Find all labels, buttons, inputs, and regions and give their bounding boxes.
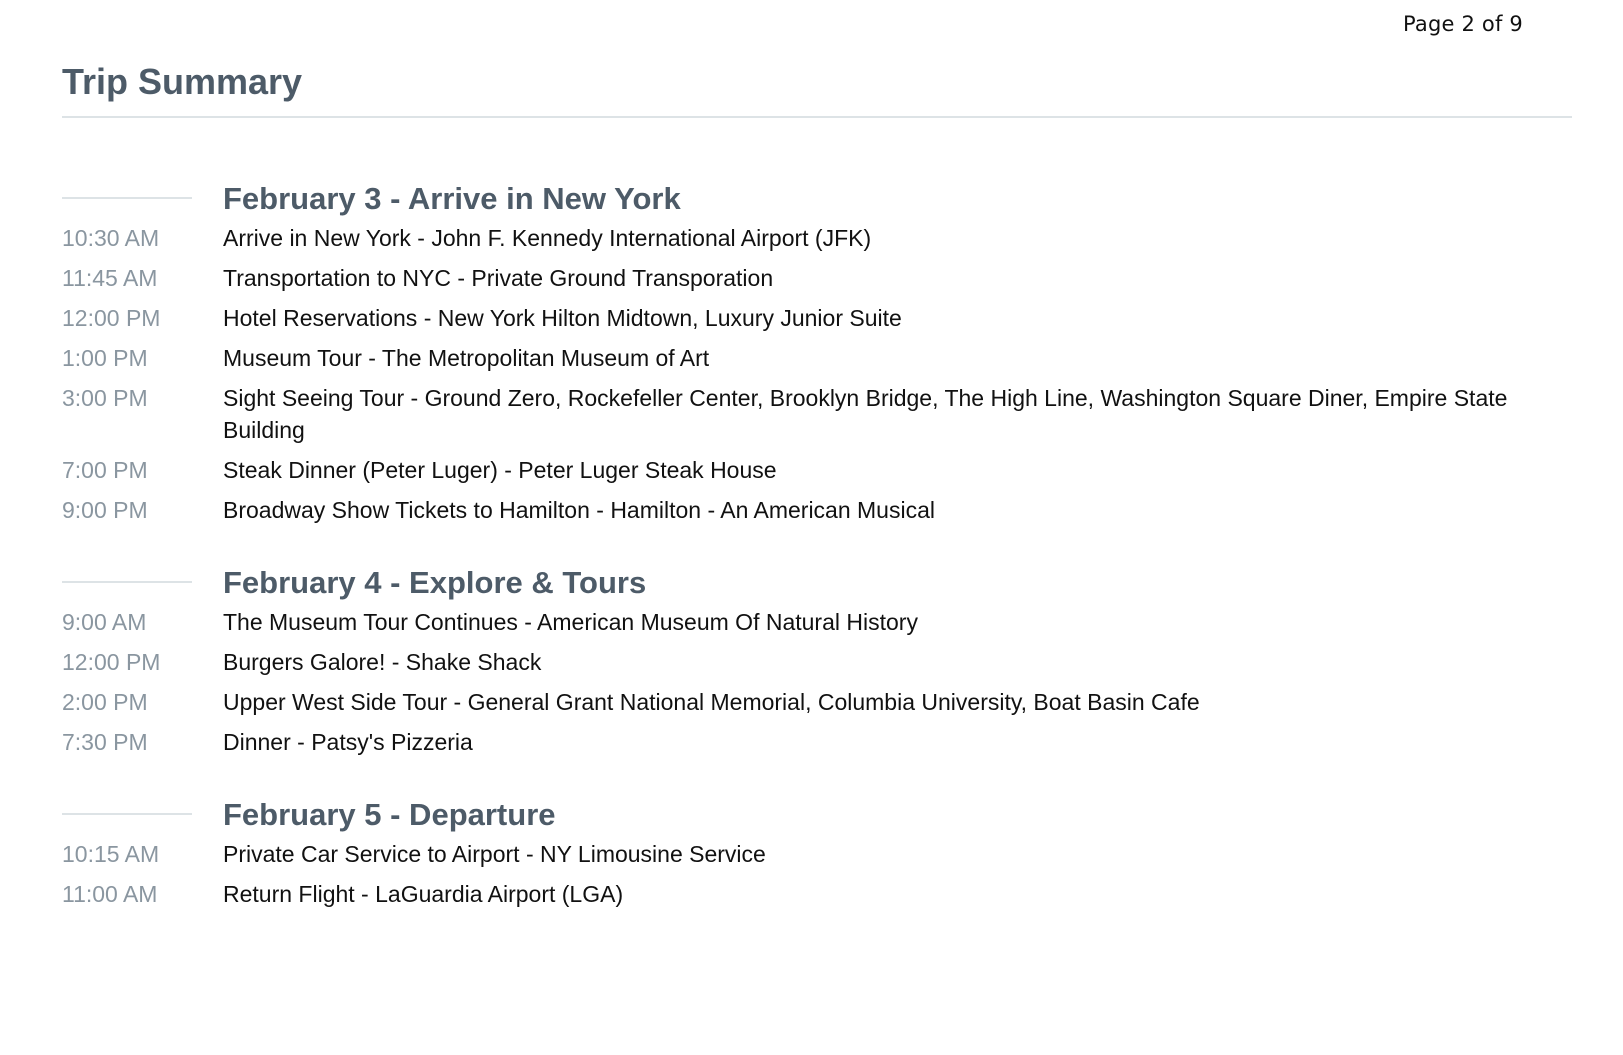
day-title: February 3 - Arrive in New York [223, 181, 681, 216]
day-title: February 4 - Explore & Tours [223, 565, 647, 600]
itinerary-event [62, 646, 1572, 678]
day-section [62, 180, 1572, 526]
event-description: Return Flight - LaGuardia Airport (LGA) [223, 881, 624, 907]
itinerary-event [62, 222, 1572, 254]
event-time: 7:00 PM [62, 457, 148, 483]
day-divider [62, 581, 192, 583]
itinerary-event [62, 382, 1572, 446]
itinerary-event [62, 494, 1572, 526]
day-header [62, 796, 1572, 836]
itinerary-event [62, 606, 1572, 638]
itinerary-event [62, 838, 1572, 870]
page-number: Page 2 of 9 [1402, 12, 1523, 36]
event-time: 7:30 PM [62, 729, 148, 755]
event-time: 1:00 PM [62, 345, 148, 371]
day-section [62, 796, 1572, 910]
event-description: Hotel Reservations - New York Hilton Midtown, Luxury Junior Suite [223, 305, 902, 331]
day-divider [62, 197, 192, 199]
event-time: 3:00 PM [62, 385, 148, 411]
day-header [62, 564, 1572, 604]
event-time: 11:00 AM [62, 881, 158, 907]
event-description: Museum Tour - The Metropolitan Museum of Art [223, 345, 710, 371]
page-title: Trip Summary [62, 61, 303, 102]
event-time: 10:15 AM [62, 841, 160, 867]
event-time: 11:45 AM [62, 265, 158, 291]
itinerary-event [62, 302, 1572, 334]
event-time: 9:00 PM [62, 497, 148, 523]
event-time: 12:00 PM [62, 305, 161, 331]
event-time: 12:00 PM [62, 649, 161, 675]
title-divider [62, 116, 1572, 118]
day-divider [62, 813, 192, 815]
day-section [62, 564, 1572, 758]
event-time: 2:00 PM [62, 689, 148, 715]
event-description: Dinner - Patsy's Pizzeria [223, 729, 473, 755]
event-description: Steak Dinner (Peter Luger) - Peter Luger Steak House [223, 457, 777, 483]
itinerary-event [62, 686, 1572, 718]
event-description: Transportation to NYC - Private Ground Transporation [223, 265, 774, 291]
day-header [62, 180, 1572, 220]
itinerary-event [62, 262, 1572, 294]
event-description: Arrive in New York - John F. Kennedy International Airport (JFK) [223, 225, 872, 251]
day-title: February 5 - Departure [223, 797, 556, 832]
event-time: 9:00 AM [62, 609, 147, 635]
event-description: Upper West Side Tour - General Grant National Memorial, Columbia University, Boat Basin Cafe [223, 689, 1200, 715]
itinerary-event [62, 878, 1572, 910]
event-description: Burgers Galore! - Shake Shack [223, 649, 542, 675]
event-description: Private Car Service to Airport - NY Limousine Service [223, 841, 766, 867]
itinerary-days [62, 180, 1572, 948]
itinerary-event [62, 726, 1572, 758]
event-description: Sight Seeing Tour - Ground Zero, Rockefeller Center, Brooklyn Bridge, The High Line, Washington Square Diner, Empire State Building [223, 385, 1508, 443]
event-time: 10:30 AM [62, 225, 160, 251]
itinerary-event [62, 342, 1572, 374]
itinerary-event [62, 454, 1572, 486]
event-description: The Museum Tour Continues - American Museum Of Natural History [223, 609, 918, 635]
event-description: Broadway Show Tickets to Hamilton - Hamilton - An American Musical [223, 497, 935, 523]
